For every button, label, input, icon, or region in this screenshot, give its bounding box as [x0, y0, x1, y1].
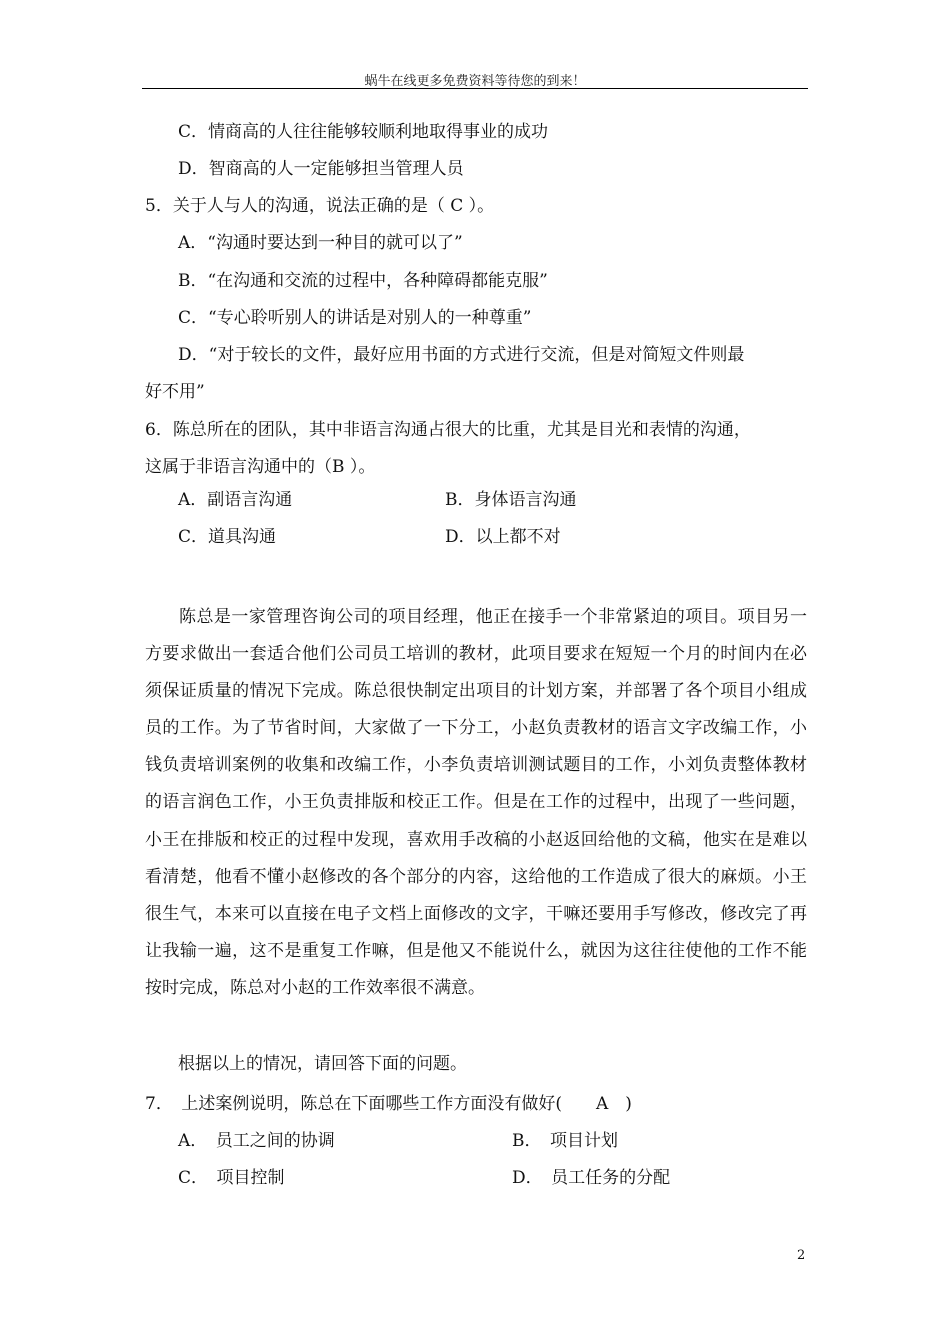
q7-option-d: D． 员工任务的分配	[512, 1168, 671, 1188]
q5-option-b: B．“在沟通和交流的过程中，各种障碍都能克服”	[178, 271, 548, 291]
page-header: 蜗牛在线更多免费资料等待您的到来！	[364, 74, 586, 89]
case-prompt: 根据以上的情况，请回答下面的问题。	[178, 1054, 467, 1074]
q6-stem-line1: 6．陈总所在的团队，其中非语言沟通占很大的比重，尤其是目光和表情的沟通，	[145, 420, 751, 440]
q5-option-a: A．“沟通时要达到一种目的就可以了”	[178, 233, 463, 253]
q7-stem: 7． 上述案例说明，陈总在下面哪些工作方面没有做好( A )	[145, 1094, 632, 1114]
header-rule	[142, 88, 808, 89]
q6-option-c: C．道具沟通	[178, 527, 277, 547]
q4-option-d: D．智商高的人一定能够担当管理人员	[178, 159, 464, 179]
q6-option-d: D．以上都不对	[445, 527, 561, 547]
q4-option-c: C．情商高的人往往能够较顺利地取得事业的成功	[178, 122, 549, 142]
q5-stem: 5．关于人与人的沟通，说法正确的是（ C ）。	[145, 196, 495, 216]
q5-option-d-line2: 好不用”	[145, 382, 205, 402]
case-paragraph: 陈总是一家管理咨询公司的项目经理，他正在接手一个非常紧迫的项目。项目另一方要求做出一套适合他们公司员工培训的教材，此项目要求在短短一个月的时间内在必须保证质量的情况下完成。陈总很快制定出项目的计划方案，并部署了各个项目小组成员的工作。为了节省时间，大家做了一下分工，小赵负责教材的语言文字改编工作，小钱负责培训案例的收集和改编工作，小李负责培训测试题目的工作，小刘负责整体教材的语言润色工作，小王负责排版和校正工作。但是在工作的过程中，出现了一些问题，小王在排版和校正的过程中发现，喜欢用手改稿的小赵返回给他的文稿，他实在是难以看清楚，他看不懂小赵修改的各个部分的内容，这给他的工作造成了很大的麻烦。小王很生气，本来可以直接在电子文档上面修改的文字，干嘛还要用手写修改，修改完了再让我输一遍，这不是重复工作嘛，但是他又不能说什么，就因为这往往使他的工作不能按时完成，陈总对小赵的工作效率很不满意。	[145, 607, 807, 998]
q7-option-c: C． 项目控制	[178, 1168, 285, 1188]
q5-option-c: C．“专心聆听别人的讲话是对别人的一种尊重”	[178, 308, 532, 328]
q6-option-a: A．副语言沟通	[178, 490, 293, 510]
q5-option-d-line1: D．“对于较长的文件，最好应用书面的方式进行交流，但是对简短文件则最	[178, 345, 745, 365]
q7-option-b: B． 项目计划	[512, 1131, 618, 1151]
q7-option-a: A． 员工之间的协调	[178, 1131, 335, 1151]
page-number: 2	[797, 1248, 806, 1263]
q6-stem-line2: 这属于非语言沟通中的（B ）。	[145, 457, 376, 477]
q6-option-b: B．身体语言沟通	[445, 490, 577, 510]
